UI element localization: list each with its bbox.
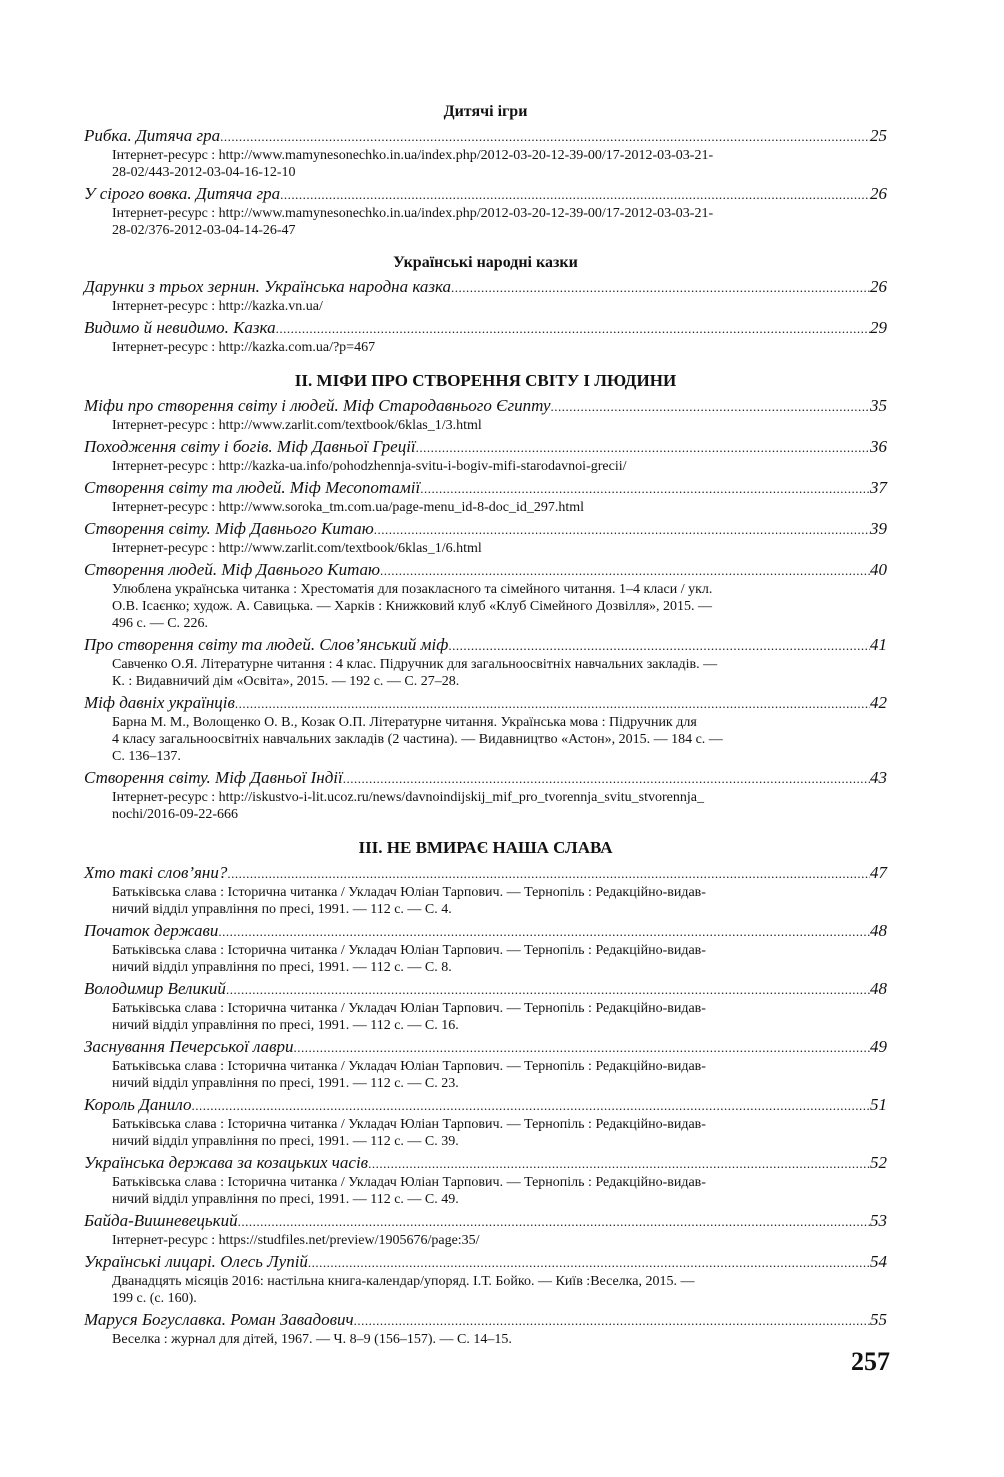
entry-page-number: 26 <box>870 277 887 296</box>
dot-leader <box>226 980 870 1000</box>
source-line: ничий відділ управління по пресі, 1991. — 112 с. — С. 16. <box>112 1018 459 1033</box>
entry-title-line <box>84 1095 887 1116</box>
source-line: Савченко О.Я. Літературне читання : 4 клас. Підручник для загальноосвітніх навчальних закладів. — <box>112 657 718 672</box>
toc-entry <box>84 184 887 239</box>
entry-title: Початок держави <box>84 921 219 940</box>
section-heading: Дитячі ігри <box>443 103 528 120</box>
entry-title: Маруся Богуславка. Роман Завадович <box>84 1310 354 1329</box>
entry-source <box>112 147 828 181</box>
entry-page-number: 29 <box>870 318 887 337</box>
entry-title: Створення світу. Міф Давньої Індії <box>84 768 343 787</box>
dot-leader <box>551 397 871 417</box>
dot-leader <box>280 185 870 205</box>
entry-page-number: 55 <box>870 1310 887 1329</box>
entry-title-line <box>84 1310 887 1331</box>
entry-title-line <box>84 437 887 458</box>
entry-title: Володимир Великий <box>84 979 226 998</box>
toc-entry <box>84 318 887 356</box>
entry-source <box>112 205 828 239</box>
dot-leader <box>308 1253 870 1273</box>
dot-leader <box>354 1311 870 1331</box>
entry-title: Хто такі слов’яни? <box>84 863 228 882</box>
entry-page-number: 40 <box>870 560 887 579</box>
entry-source <box>112 458 828 475</box>
dot-leader <box>238 1212 870 1232</box>
entry-source <box>112 942 828 976</box>
source-line: Батьківська слава : Історична читанка / Укладач Юліан Тарпович. — Тернопіль : Редакційно-видав- <box>112 885 706 900</box>
toc-entry <box>84 437 887 475</box>
entry-page-number: 52 <box>870 1153 887 1172</box>
toc-entry <box>84 396 887 434</box>
toc-entry <box>84 693 887 765</box>
source-line: 199 с. (с. 160). <box>112 1291 197 1306</box>
entry-source <box>112 1116 828 1150</box>
dot-leader <box>416 438 870 458</box>
source-line: Інтернет-ресурс : http://www.mamynesonechko.in.ua/index.php/2012-03-20-12-39-00/17-2012-03-03-21- <box>112 206 714 221</box>
source-line: Інтернет-ресурс : http://iskustvo-i-lit.ucoz.ru/news/davnoindijskij_mif_pro_tvorennja_svitu_stvorennja_ <box>112 790 704 805</box>
source-line: Улюблена українська читанка : Хрестоматія для позакласного та сімейного читання. 1–4 класи / укл. <box>112 582 713 597</box>
toc-entry <box>84 1252 887 1307</box>
entry-title-line <box>84 560 887 581</box>
entry-title: Українські лицарі. Олесь Лупій <box>84 1252 308 1271</box>
source-line: nochi/2016-09-22-666 <box>112 807 238 822</box>
dot-leader <box>380 561 870 581</box>
toc-section <box>84 253 887 356</box>
toc-entry <box>84 560 887 632</box>
entry-page-number: 43 <box>870 768 887 787</box>
entry-source <box>112 298 828 315</box>
entry-source <box>112 339 828 356</box>
entry-source <box>112 1174 828 1208</box>
page-number: 257 <box>851 1347 890 1376</box>
dot-leader <box>220 127 870 147</box>
section-heading: ІІІ. НЕ ВМИРАЄ НАША СЛАВА <box>358 838 613 857</box>
dot-leader <box>368 1154 870 1174</box>
source-line: Батьківська слава : Історична читанка / Укладач Юліан Тарпович. — Тернопіль : Редакційно-видав- <box>112 943 706 958</box>
entry-title-line <box>84 1211 887 1232</box>
toc-entry <box>84 863 887 918</box>
source-line: Інтернет-ресурс : http://www.mamynesonechko.in.ua/index.php/2012-03-20-12-39-00/17-2012-03-03-21- <box>112 148 714 163</box>
entry-title: Міфи про створення світу і людей. Міф Стародавнього Єгипту <box>84 396 551 415</box>
entry-page-number: 35 <box>870 396 887 415</box>
source-line: ничий відділ управління по пресі, 1991. — 112 с. — С. 8. <box>112 960 452 975</box>
entry-page-number: 36 <box>870 437 887 456</box>
toc-entry <box>84 979 887 1034</box>
entry-source <box>112 714 828 765</box>
entry-page-number: 53 <box>870 1211 887 1230</box>
toc-entry <box>84 1211 887 1249</box>
entry-source <box>112 417 828 434</box>
toc-entry <box>84 1037 887 1092</box>
entry-page-number: 41 <box>870 635 887 654</box>
entry-source <box>112 1331 828 1348</box>
dot-leader <box>451 278 870 298</box>
entry-source <box>112 1232 828 1249</box>
source-line: 4 класу загальноосвітніх навчальних закладів (2 частина). — Видавництво «Астон», 2015. — 184 с. — <box>112 732 723 747</box>
entry-title-line <box>84 693 887 714</box>
source-line: С. 136–137. <box>112 749 181 764</box>
dot-leader <box>227 864 870 884</box>
dot-leader <box>235 694 870 714</box>
dot-leader <box>192 1096 871 1116</box>
source-line: 28-02/376-2012-03-04-14-26-47 <box>112 223 296 238</box>
entry-page-number: 37 <box>870 478 887 497</box>
source-line: О.В. Ісаєнко; худож. А. Савицька. — Харків : Книжковий клуб «Клуб Сімейного Дозвілля», 2015. — <box>112 599 713 614</box>
source-line: ничий відділ управління по пресі, 1991. — 112 с. — С. 49. <box>112 1192 459 1207</box>
section-heading: Українські народні казки <box>393 254 578 271</box>
entry-title-line <box>84 979 887 1000</box>
entry-title: Українська держава за козацьких часів <box>84 1153 369 1172</box>
entry-source <box>112 789 828 823</box>
toc-entry <box>84 478 887 516</box>
dot-leader <box>420 479 870 499</box>
source-line: 28-02/443-2012-03-04-16-12-10 <box>112 165 296 180</box>
source-line: Батьківська слава : Історична читанка / Укладач Юліан Тарпович. — Тернопіль : Редакційно-видав- <box>112 1001 706 1016</box>
source-line: Батьківська слава : Історична читанка / Укладач Юліан Тарпович. — Тернопіль : Редакційно-видав- <box>112 1059 706 1074</box>
entry-source <box>112 884 828 918</box>
source-line: Дванадцять місяців 2016: настільна книга-календар/упоряд. І.Т. Бойко. — Київ :Веселка, 2015. — <box>112 1274 695 1289</box>
entry-title: Видимо й невидимо. Казка <box>84 318 276 337</box>
entry-title-line <box>84 1037 887 1058</box>
source-line: Інтернет-ресурс : http://www.soroka_tm.com.ua/page-menu_id-8-doc_id_297.html <box>112 500 585 515</box>
entry-page-number: 42 <box>870 693 887 712</box>
entry-page-number: 25 <box>870 126 887 145</box>
entry-title: Байда-Вишневецький <box>84 1211 238 1230</box>
source-line: Веселка : журнал для дітей, 1967. — Ч. 8–9 (156–157). — С. 14–15. <box>112 1332 512 1347</box>
entry-source <box>112 1058 828 1092</box>
source-line: Інтернет-ресурс : http://www.zarlit.com/textbook/6klas_1/3.html <box>112 418 482 433</box>
entry-title-line <box>84 519 887 540</box>
entry-page-number: 39 <box>870 519 887 538</box>
entry-title: Створення людей. Міф Давнього Китаю <box>84 560 381 579</box>
entry-title: У сірого вовка. Дитяча гра <box>84 184 281 203</box>
source-line: Інтернет-ресурс : http://kazka.vn.ua/ <box>112 299 323 314</box>
entry-page-number: 48 <box>870 921 887 940</box>
source-line: Батьківська слава : Історична читанка / Укладач Юліан Тарпович. — Тернопіль : Редакційно-видав- <box>112 1117 706 1132</box>
section-heading: ІІ. МІФИ ПРО СТВОРЕННЯ СВІТУ І ЛЮДИНИ <box>294 371 677 390</box>
entry-page-number: 49 <box>870 1037 887 1056</box>
dot-leader <box>294 1038 870 1058</box>
entry-title-line <box>84 126 887 147</box>
entry-title-line <box>84 635 887 656</box>
dot-leader <box>448 636 870 656</box>
dot-leader <box>374 520 870 540</box>
entry-source <box>112 1000 828 1034</box>
entry-title-line <box>84 318 887 339</box>
entry-title-line <box>84 184 887 205</box>
toc-section <box>84 102 887 239</box>
toc-entry <box>84 126 887 181</box>
entry-title-line <box>84 1153 887 1174</box>
source-line: ничий відділ управління по пресі, 1991. — 112 с. — С. 39. <box>112 1134 459 1149</box>
toc-entry <box>84 635 887 690</box>
entry-title: Рибка. Дитяча гра <box>84 126 221 145</box>
entry-title-line <box>84 768 887 789</box>
toc-entry <box>84 1310 887 1348</box>
source-line: Інтернет-ресурс : https://studfiles.net/preview/1905676/page:35/ <box>112 1233 480 1248</box>
entry-page-number: 47 <box>870 863 887 882</box>
entry-source <box>112 1273 828 1307</box>
entry-title: Король Данило <box>84 1095 192 1114</box>
toc-section <box>84 370 887 823</box>
toc-section <box>84 837 887 1348</box>
toc-entry <box>84 277 887 315</box>
source-line: Інтернет-ресурс : http://kazka-ua.info/pohodzhennja-svitu-i-bogiv-mifi-starodavnoi-grecii/ <box>112 459 627 474</box>
toc-entry <box>84 1153 887 1208</box>
source-line: Інтернет-ресурс : http://kazka.com.ua/?p=467 <box>112 340 376 355</box>
entry-title: Міф давніх українців <box>84 693 235 712</box>
entry-source <box>112 540 828 557</box>
toc-entry <box>84 519 887 557</box>
entry-title-line <box>84 1252 887 1273</box>
source-line: ничий відділ управління по пресі, 1991. — 112 с. — С. 4. <box>112 902 452 917</box>
entry-page-number: 48 <box>870 979 887 998</box>
entry-title: Створення світу. Міф Давнього Китаю <box>84 519 374 538</box>
entry-title: Дарунки з трьох зернин. Українська народна казка <box>84 277 452 296</box>
source-line: К. : Видавничий дім «Освіта», 2015. — 192 с. — С. 27–28. <box>112 674 460 689</box>
table-of-contents <box>84 102 887 1362</box>
toc-entry <box>84 768 887 823</box>
entry-source <box>112 499 828 516</box>
entry-title: Про створення світу та людей. Слов’янський міф <box>84 635 449 654</box>
entry-title-line <box>84 478 887 499</box>
entry-title: Заснування Печерської лаври <box>84 1037 294 1056</box>
source-line: ничий відділ управління по пресі, 1991. — 112 с. — С. 23. <box>112 1076 459 1091</box>
source-line: Барна М. М., Волощенко О. В., Козак О.П. Літературне читання. Українська мова : Підручник для <box>112 715 697 730</box>
entry-source <box>112 581 828 632</box>
entry-title-line <box>84 863 887 884</box>
entry-source <box>112 656 828 690</box>
source-line: Інтернет-ресурс : http://www.zarlit.com/textbook/6klas_1/6.html <box>112 541 482 556</box>
source-line: 496 с. — С. 226. <box>112 616 209 631</box>
dot-leader <box>276 319 870 339</box>
entry-title: Створення світу та людей. Міф Месопотамії <box>84 478 421 497</box>
entry-title-line <box>84 277 887 298</box>
entry-title-line <box>84 921 887 942</box>
source-line: Батьківська слава : Історична читанка / Укладач Юліан Тарпович. — Тернопіль : Редакційно-видав- <box>112 1175 706 1190</box>
entry-page-number: 51 <box>870 1095 887 1114</box>
entry-page-number: 26 <box>870 184 887 203</box>
entry-page-number: 54 <box>870 1252 887 1271</box>
toc-entry <box>84 1095 887 1150</box>
entry-title-line <box>84 396 887 417</box>
toc-entry <box>84 921 887 976</box>
dot-leader <box>343 769 870 789</box>
dot-leader <box>218 922 870 942</box>
entry-title: Походження світу і богів. Міф Давньої Греції <box>84 437 416 456</box>
